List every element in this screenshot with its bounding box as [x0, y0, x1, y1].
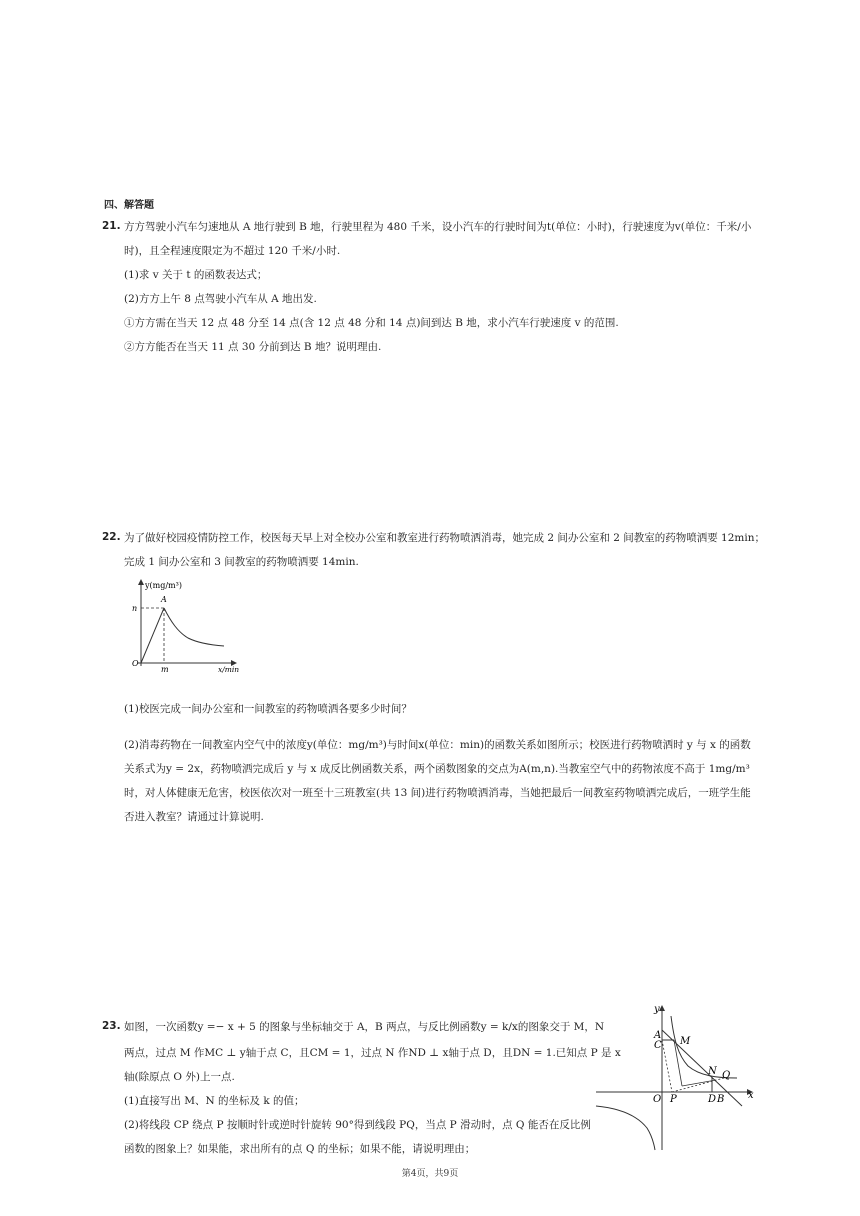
- concentration-graph: [126, 574, 244, 676]
- question-text: 如图，一次函数y =− x + 5 的图象与坐标轴交于 A，B 两点，与反比例函数y = k/x的图象交于 M，N: [124, 1021, 605, 1033]
- point-c-label: C: [654, 1040, 662, 1051]
- segment-cp: [662, 1040, 672, 1092]
- question-text: 为了做好校园疫情防控工作，校医每天早上对全校办公室和教室进行药物喷洒消毒，她完成 2 间办公室和 2 间教室的药物喷洒要 12min；: [124, 532, 765, 544]
- segment-pq: [672, 1078, 724, 1092]
- y-label: y: [654, 1004, 660, 1015]
- hyperbola-branch-2: [596, 1106, 655, 1150]
- m-label: m: [161, 665, 169, 674]
- point-p-label: P: [670, 1094, 677, 1105]
- point-a-label: A: [161, 595, 167, 604]
- subquestion: 否进入教室？请通过计算说明.: [124, 811, 264, 823]
- hyperbola-branch-1: [671, 1016, 737, 1078]
- inverse-curve: [164, 608, 224, 646]
- section-title: 四、解答题: [104, 200, 154, 211]
- subquestion: ①方方需在当天 12 点 48 分至 14 点(含 12 点 48 分和 14 点)间到达 B 地，求小汽车行驶速度 v 的范围.: [124, 317, 619, 329]
- x-label: x: [748, 1090, 754, 1101]
- subquestion: (1)校医完成一间办公室和一间教室的药物喷洒各要多少时间？: [124, 703, 412, 715]
- subquestion: (2)消毒药物在一间教室内空气中的浓度y(单位：mg/m³)与时间x(单位：min)的函数关系如图所示；校医进行药物喷洒时 y 与 x 的函数: [124, 739, 751, 751]
- subquestion: 时，对人体健康无危害，校医依次对一班至十三班教室(共 13 间)进行药物喷洒消毒，当她把最后一间教室药物喷洒完成后，一班学生能: [124, 787, 751, 799]
- subquestion: (2)将线段 CP 绕点 P 按顺时针或逆时针旋转 90°得到线段 PQ，当点 P 滑动时，点 Q 能否在反比例: [124, 1119, 591, 1131]
- x-axis-label: x/min: [218, 665, 240, 674]
- question-number: 21.: [102, 220, 121, 232]
- question-text: 方方驾驶小汽车匀速地从 A 地行驶到 B 地，行驶里程为 480 千米，设小汽车的行驶时间为t(单位：小时)，行驶速度为v(单位：千米/小: [124, 221, 752, 233]
- point-n-label: N: [708, 1066, 717, 1077]
- y-axis-label: y(mg/m³): [145, 581, 182, 590]
- point-q-label: Q: [722, 1070, 731, 1081]
- question-text: 两点，过点 M 作MC ⊥ y轴于点 C，且CM = 1，过点 N 作ND ⊥ x轴于点 D，且DN = 1.已知点 P 是 x: [124, 1047, 621, 1059]
- subquestion: (1)直接写出 M、N 的坐标及 k 的值；: [124, 1095, 305, 1107]
- subquestion: 关系式为y = 2x，药物喷洒完成后 y 与 x 成反比例函数关系，两个函数图象的交点为A(m,n).当教室空气中的药物浓度不高于 1mg/m³: [124, 763, 750, 775]
- spray-line: [141, 608, 164, 663]
- n-label: n: [132, 604, 138, 613]
- function-graph: [592, 1000, 760, 1152]
- subquestion: (1)求 v 关于 t 的函数表达式；: [124, 269, 268, 281]
- question-text: 完成 1 间办公室和 3 间教室的药物喷洒要 14min.: [124, 556, 359, 568]
- subquestion: 函数的图象上？如果能，求出所有的点 Q 的坐标；如果不能，请说明理由；: [124, 1143, 476, 1155]
- origin-label: O: [132, 659, 139, 668]
- point-m-label: M: [680, 1036, 691, 1047]
- question-number: 23.: [102, 1020, 121, 1032]
- subquestion: ②方方能否在当天 11 点 30 分前到达 B 地？说明理由.: [124, 341, 382, 353]
- subquestion: (2)方方上午 8 点驾驶小汽车从 A 地出发.: [124, 293, 317, 305]
- question-text: 轴(除原点 O 外)上一点.: [124, 1071, 235, 1083]
- point-d-label: D: [708, 1094, 717, 1105]
- question-number: 22.: [102, 531, 121, 543]
- segment-pn: [682, 1080, 716, 1086]
- point-a-label: A: [654, 1030, 662, 1041]
- question-text: 时)，且全程速度限定为不超过 120 千米/小时.: [124, 245, 341, 257]
- point-b-label: B: [717, 1094, 725, 1105]
- page-footer: 第4页，共9页: [401, 1169, 459, 1179]
- origin-label: O: [653, 1094, 662, 1105]
